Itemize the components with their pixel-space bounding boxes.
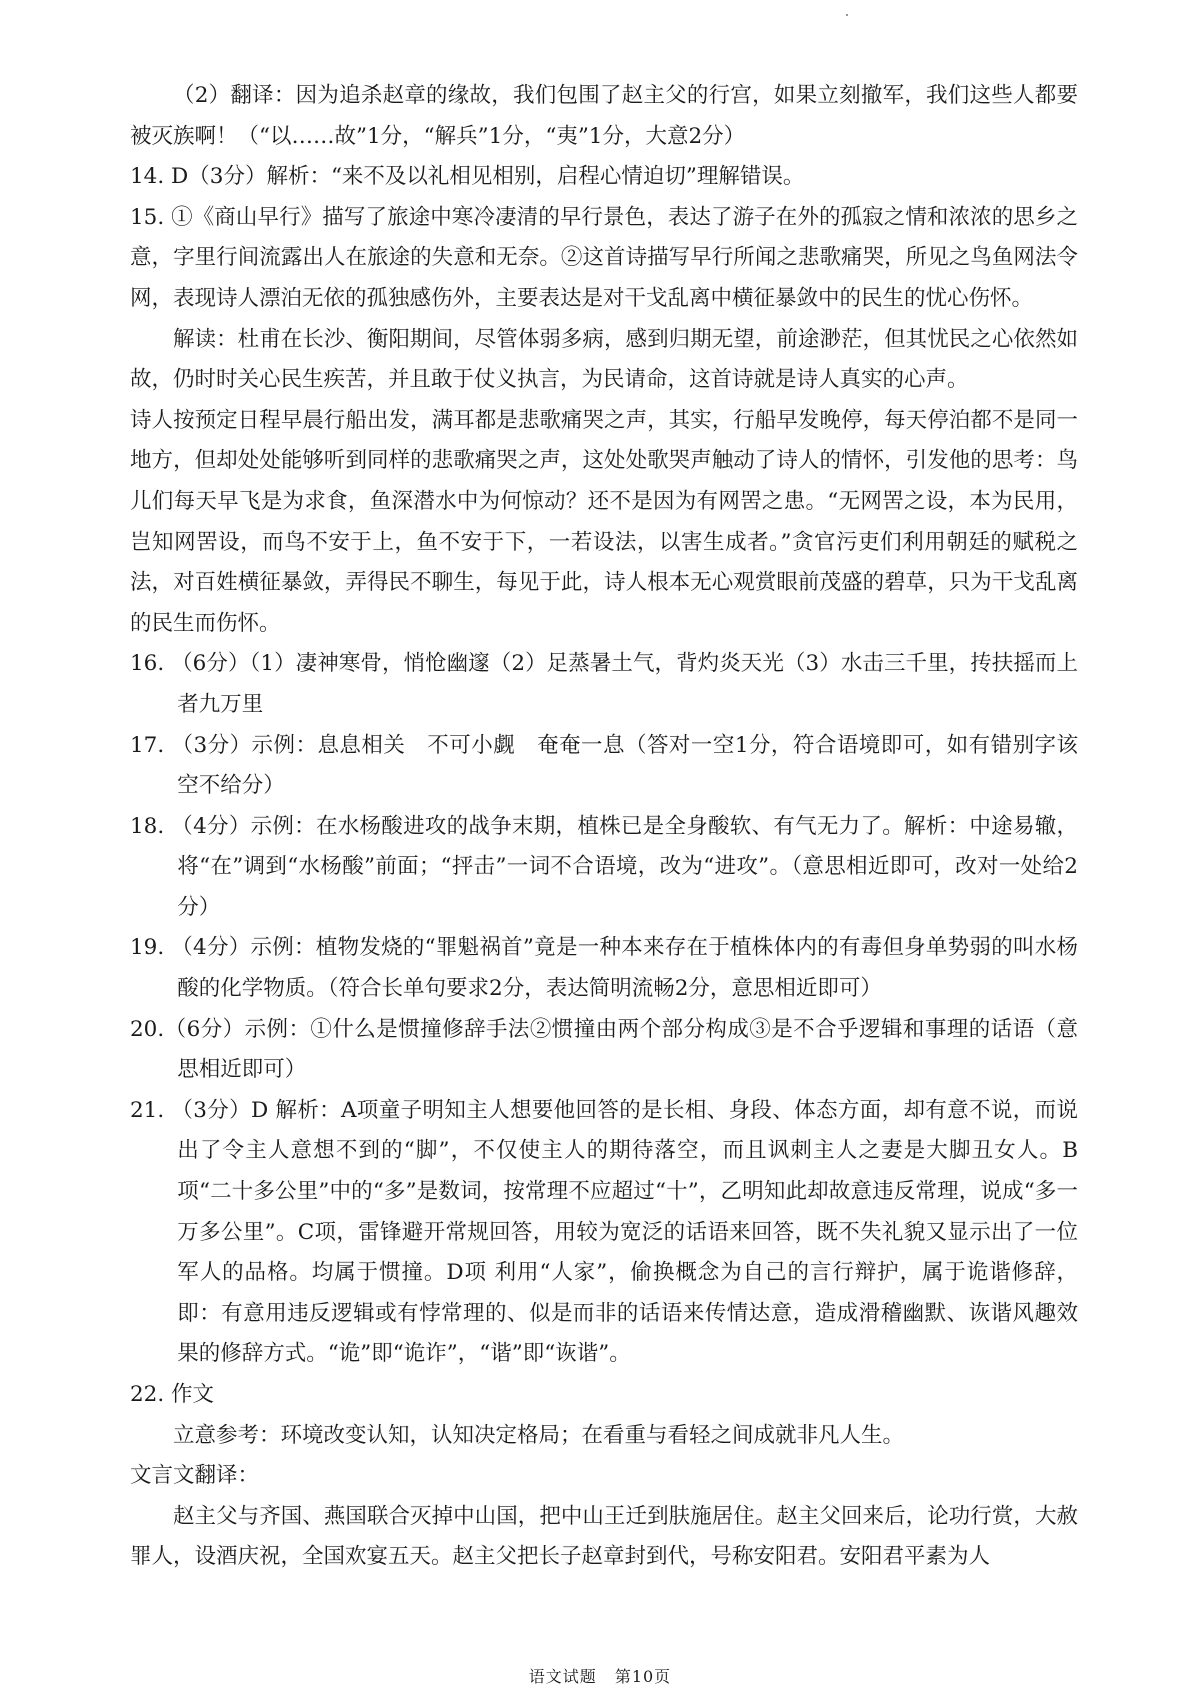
classical-translation-text: 赵主父与齐国、燕国联合灭掉中山国，把中山王迁到肤施居住。赵主父回来后，论功行赏，大赦罪人，设酒庆祝，全国欢宴五天。赵主父把长子赵章封到代，号称安阳君。安阳君平素为人 [130,1503,1078,1570]
page-footer [0,1664,1200,1687]
answer-15-analysis: 诗人按预定日程早晨行船出发，满耳都是悲歌痛哭之声，其实，行船早发晚停，每天停泊都不是同一地方，但却处处能够听到同样的悲歌痛哭之声，这处处歌哭声触动了诗人的情怀，引发他的思考：鸟儿们每天早飞是为求食，鱼深潜水中为何惊动？还不是因为有网罟之患。“无网罟之设，本为民用，岂知网罟设，而鸟不安于上，鱼不安于下，一若设法，以害生成者。”贪官污吏们利用朝廷的赋税之法，对百姓横征暴敛，弄得民不聊生，每见于此，诗人根本无心观赏眼前茂盛的碧草，只为干戈乱离的民生而伤怀。 [130,407,1078,636]
answer-20: 20.（6分）示例：①什么是惯撞修辞手法②惯撞由两个部分构成③是不合乎逻辑和事理的话语（意思相近即可） [130,1016,1078,1083]
scan-speck [846,14,848,16]
classical-translation-heading: 文言文翻译： [130,1463,260,1489]
answer-17: 17. （3分）示例：息息相关 不可小觑 奄奄一息（答对一空1分，符合语境即可，如有错别字该空不给分） [130,732,1078,799]
answer-14: 14. D（3分）解析：“来不及以礼相见相别，启程心情迫切”理解错误。 [130,164,805,190]
answer-13-2-translation: （2）翻译：因为追杀赵章的缘故，我们包围了赵主父的行宫，如果立刻撤军，我们这些人都要被灭族啊！（“以……故”1分，“解兵”1分，“夷”1分，大意2分） [130,83,1078,149]
answer-key-body [130,76,1078,1578]
footer-page-number: 第10页 [614,1667,672,1686]
footer-subject: 语文试题 [528,1667,597,1686]
answer-21: 21. （3分）D 解析：A项童子明知主人想要他回答的是长相、身段、体态方面，却有意不说，而说出了令主人意想不到的“脚”，不仅使主人的期待落空，而且讽刺主人之妻是大脚丑女人。B项“二十多公里”中的“多”是数词，按常理不应超过“十”，乙明知此却故意违反常理，说成“多一万多公里”。C项，雷锋避开常规回答，用较为宽泛的话语来回答，既不失礼貌又显示出了一位军人的品格。均属于惯撞。D项 利用“人家”，偷换概念为自己的言行辩护，属于诡谐修辞，即：有意用违反逻辑或有悖常理的、似是而非的话语来传情达意，造成滑稽幽默、诙谐风趣效果的修辞方式。“诡”即“诡诈”，“谐”即“诙谐”。 [130,1097,1078,1367]
answer-22-heading: 22. 作文 [130,1382,215,1407]
answer-19: 19. （4分）示例：植物发烧的“罪魁祸首”竟是一种本来存在于植株体内的有毒但身单势弱的叫水杨酸的化学物质。（符合长单句要求2分，表达简明流畅2分，意思相近即可） [130,935,1078,1002]
answer-15-interpretation: 解读：杜甫在长沙、衡阳期间，尽管体弱多病，感到归期无望，前途渺茫，但其忧民之心依然如故，仍时时关心民生疾苦，并且敢于仗义执言，为民请命，这首诗就是诗人真实的心声。 [130,326,1078,393]
answer-16: 16. （6分）（1）凄神寒骨，悄怆幽邃（2）足蒸暑土气，背灼炎天光（3）水击三千里，抟扶摇而上者九万里 [130,651,1078,717]
answer-15: 15. ①《商山早行》描写了旅途中寒冷凄清的早行景色，表达了游子在外的孤寂之情和浓浓的思乡之意，字里行间流露出人在旅途的失意和无奈。②这首诗描写早行所闻之悲歌痛哭，所见之鸟鱼网法令网，表现诗人漂泊无依的孤独感伤外，主要表达是对干戈乱离中横征暴敛中的民生的忧心伤怀。 [130,204,1078,311]
answer-22-theme: 立意参考：环境改变认知，认知决定格局；在看重与看轻之间成就非凡人生。 [173,1422,905,1448]
answer-18: 18. （4分）示例：在水杨酸进攻的战争末期，植株已是全身酸软、有气无力了。解析：中途易辙，将“在”调到“水杨酸”前面；“抨击”一词不合语境，改为“进攻”。（意思相近即可，改对一处给2分） [130,813,1078,920]
